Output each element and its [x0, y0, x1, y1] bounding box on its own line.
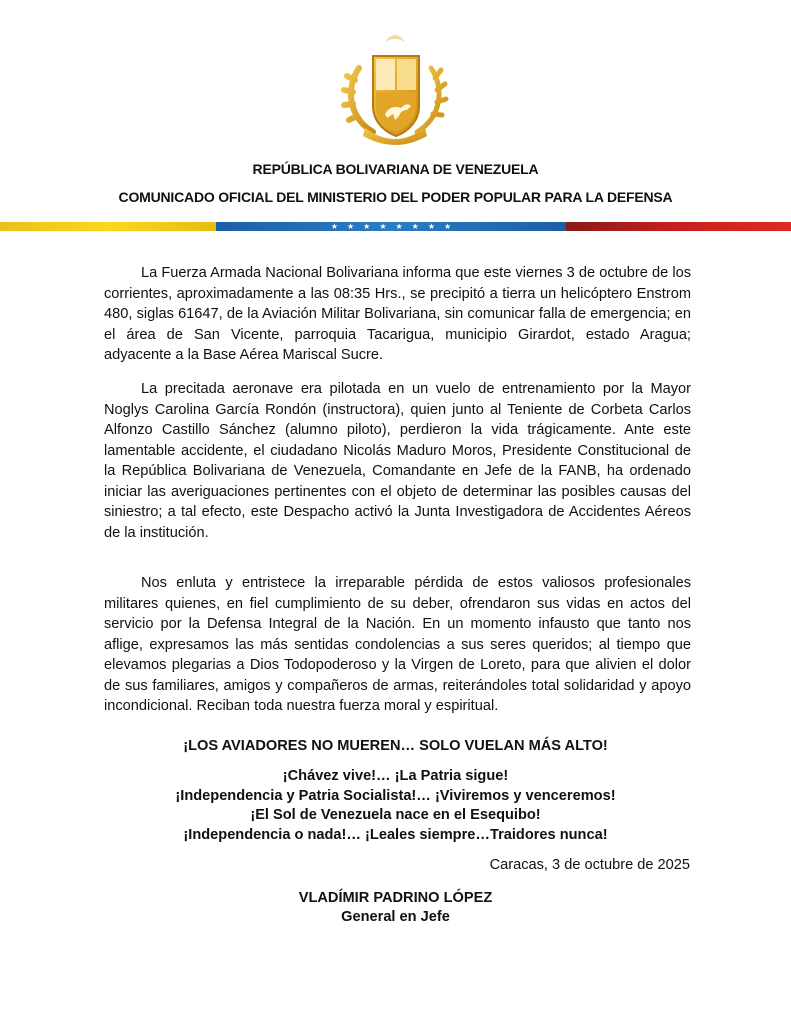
- slogan: ¡Chávez vive!… ¡La Patria sigue!: [282, 768, 509, 784]
- star-icon: ★: [395, 222, 403, 231]
- motto: ¡LOS AVIADORES NO MUEREN… SOLO VUELAN MÁS ALTO!: [183, 738, 608, 754]
- stripe-yellow: [0, 222, 216, 231]
- signatory-name: VLADÍMIR PADRINO LÓPEZ: [298, 890, 493, 906]
- flag-stripe: [0, 222, 791, 231]
- star-icon: ★: [411, 222, 419, 231]
- star-icon: ★: [379, 222, 387, 231]
- star-icon: ★: [444, 222, 452, 231]
- paragraph-2: La precitada aeronave era pilotada en un vuelo de entrenamiento por la Mayor Noglys Carolina García Rondón (instructora), quien junto al Teniente de Corbeta Carlos Alfonzo Castillo Sánchez (alumno piloto), perdieron la vida trágicamente. Ante este lamentable accidente, el ciudadano Nicolás Maduro Moros, Presidente Constitucional de la República Bolivariana de Venezuela, Comandante en Jefe de la FANB, ha ordenado iniciar las averiguaciones pertinentes con el objeto de determinar las posibles causas del siniestro; a tal efecto, este Despacho activó la Junta Investigadora de Accidentes Aéreos de la institución.: [104, 381, 691, 541]
- star-icon: ★: [330, 222, 338, 231]
- star-icon: ★: [427, 222, 436, 231]
- signatory-rank: General en Jefe: [341, 909, 450, 925]
- slogan: ¡El Sol de Venezuela nace en el Esequibo!: [250, 807, 541, 823]
- coat-of-arms-emblem: [335, 28, 455, 150]
- paragraph-1: La Fuerza Armada Nacional Bolivariana informa que este viernes 3 de octubre de los corrientes, aproximadamente a las 08:35 Hrs., se precipitó a tierra un helicóptero Enstrom 480, siglas 61647, de la Aviación Militar Bolivariana, sin comunicar falla de emergencia; en el área de San Vicente, parroquia Tacarigua, municipio Girardot, estado Aragua; adyacente a la Base Aérea Mariscal Sucre.: [104, 265, 691, 363]
- slogan: ¡Independencia y Patria Socialista!… ¡Viviremos y venceremos!: [175, 788, 616, 804]
- paragraph-3: Nos enluta y entristece la irreparable pérdida de estos valiosos profesionales militares quienes, en fiel cumplimiento de su deber, ofrendaron sus vidas en actos del servicio por la Defensa Integral de la Nación. En un momento infausto que tanto nos aflige, expresamos las más sentidas condolencias a sus seres queridos; al tiempo que elevamos plegarias a Dios Todopoderoso y la Virgen de Loreto, para que alivien el dolor de sus familiares, amigos y compañeros de armas, reiterándoles total solidaridad y apoyo incondicional. Reciban toda nuestra fuerza moral y espiritual.: [104, 575, 691, 714]
- document-title: REPÚBLICA BOLIVARIANA DE VENEZUELA: [252, 161, 539, 177]
- document-subtitle: COMUNICADO OFICIAL DEL MINISTERIO DEL PODER POPULAR PARA LA DEFENSA: [118, 189, 673, 205]
- star-icon: ★: [363, 222, 371, 231]
- star-icon: ★: [346, 222, 355, 231]
- slogan: ¡Independencia o nada!… ¡Leales siempre…Traidores nunca!: [183, 827, 608, 843]
- stripe-red: [566, 222, 791, 231]
- date-line: Caracas, 3 de octubre de 2025: [489, 857, 690, 873]
- stripe-blue: [216, 222, 566, 231]
